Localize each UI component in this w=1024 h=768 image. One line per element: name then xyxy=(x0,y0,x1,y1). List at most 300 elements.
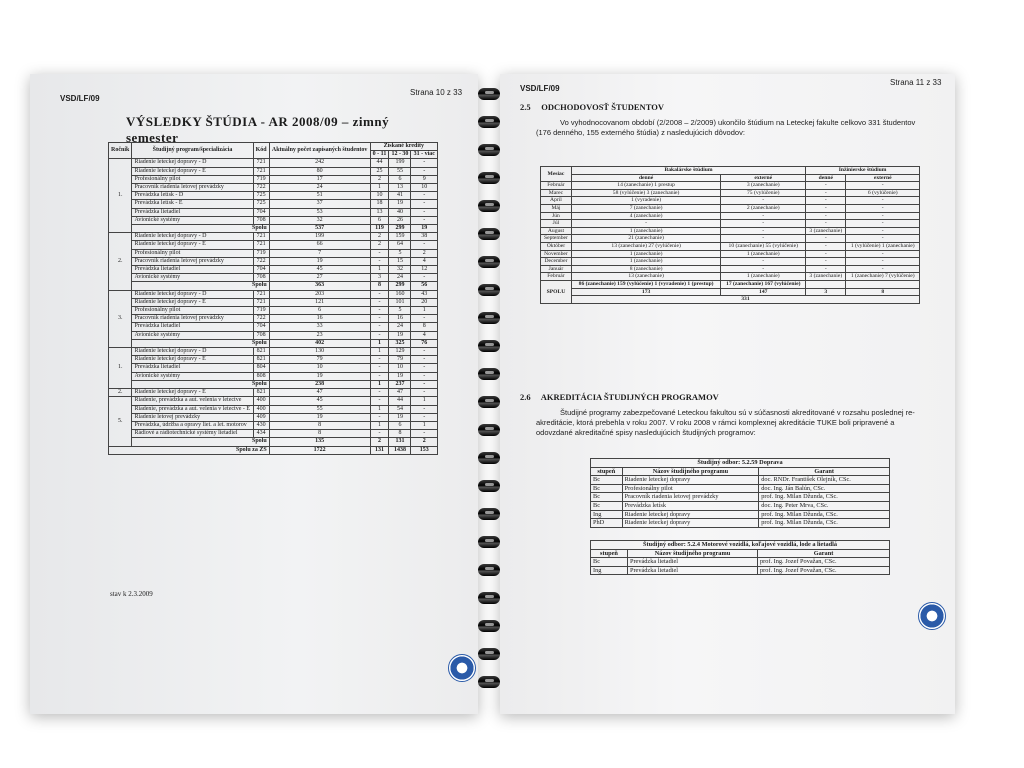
credit-cell: 79 xyxy=(389,356,411,364)
pocet-cell: 37 xyxy=(269,200,370,208)
credit-cell: - xyxy=(411,413,438,421)
table-row-sum xyxy=(109,339,438,347)
kod-cell: 708 xyxy=(253,331,269,339)
binding-ring xyxy=(478,312,500,324)
credit-cell: - xyxy=(370,397,389,405)
kod-cell: 719 xyxy=(253,175,269,183)
credit-cell: - xyxy=(411,208,438,216)
credit-cell: 153 xyxy=(411,446,438,454)
section-number: 2.6 xyxy=(520,392,531,402)
bak-externe-cell: 75 (vylúčenie) xyxy=(721,189,806,197)
program-cell: Riadenie leteckej dopravy - D xyxy=(132,233,253,241)
bak-externe-cell: - xyxy=(721,220,806,228)
credit-cell: 131 xyxy=(389,438,411,446)
binding-ring xyxy=(478,592,500,604)
pocet-cell: 238 xyxy=(269,380,370,388)
kod-cell: 725 xyxy=(253,200,269,208)
bak-externe-cell: - xyxy=(721,212,806,220)
month-cell: Júl xyxy=(541,220,572,228)
credit-cell: 6 xyxy=(389,175,411,183)
month-cell: Apríl xyxy=(541,197,572,205)
credit-cell: 1 xyxy=(370,405,389,413)
program-cell: Prevádzka, údržba a opravy liet. a let. motorov xyxy=(132,421,253,429)
month-cell: Február xyxy=(541,273,572,281)
credit-cell: 40 xyxy=(389,208,411,216)
pocet-cell: 33 xyxy=(269,323,370,331)
credit-cell: - xyxy=(411,315,438,323)
month-cell: Január xyxy=(541,265,572,273)
kod-cell: 721 xyxy=(253,159,269,167)
table-row xyxy=(109,356,438,364)
year-cell: 1. xyxy=(109,348,132,389)
binding-ring xyxy=(478,144,500,156)
credit-cell: 1 xyxy=(411,397,438,405)
binding-ring xyxy=(478,536,500,548)
kod-cell: 400 xyxy=(253,405,269,413)
table-row xyxy=(109,200,438,208)
pocet-cell: 66 xyxy=(269,241,370,249)
binding-ring xyxy=(478,648,500,660)
month-cell: September xyxy=(541,235,572,243)
university-logo-icon xyxy=(918,602,946,630)
month-cell: August xyxy=(541,227,572,235)
month-cell: Jún xyxy=(541,212,572,220)
bak-denne-cell: 1 (zanechanie) xyxy=(571,258,720,266)
ing-externe-cell: - xyxy=(846,265,920,273)
university-logo-icon xyxy=(448,654,476,682)
credit-cell: 8 xyxy=(389,430,411,438)
table-row xyxy=(109,159,438,167)
right-page xyxy=(500,74,955,714)
table-row xyxy=(541,204,920,212)
table-row-sum xyxy=(109,438,438,446)
sum-label: Spolu xyxy=(132,282,269,290)
garant-cell: doc. RNDr. František Olejník, CSc. xyxy=(759,476,890,485)
program-cell: Prevádzka lietadiel xyxy=(132,208,253,216)
table-row xyxy=(109,405,438,413)
credit-cell: 1 xyxy=(370,380,389,388)
credit-cell: 6 xyxy=(370,216,389,224)
ing-externe-cell: 6 (vylúčenie) xyxy=(846,189,920,197)
spolu-value: 3 xyxy=(806,288,846,296)
month-cell: Február xyxy=(541,182,572,190)
header-denne: denné xyxy=(806,174,846,182)
header-garant: Garant xyxy=(758,549,890,558)
program-name-cell: Prevádzka letísk xyxy=(622,501,759,510)
bak-externe-cell: - xyxy=(721,227,806,235)
credit-cell: 76 xyxy=(411,339,438,347)
garant-cell: doc. Ing. Peter Mrva, CSc. xyxy=(759,501,890,510)
bak-denne-cell: 1 (zanechanie) xyxy=(571,227,720,235)
credit-cell: 1 xyxy=(370,184,389,192)
ing-externe-cell: - xyxy=(846,212,920,220)
pocet-cell: 24 xyxy=(269,184,370,192)
ing-externe-cell: - xyxy=(846,258,920,266)
program-cell: Pracovník riadenia letovej prevádzky xyxy=(132,315,253,323)
header-kredity: Získané kredity xyxy=(370,143,437,151)
credit-cell: - xyxy=(411,348,438,356)
table-row xyxy=(109,348,438,356)
table-row xyxy=(591,501,890,510)
kod-cell: 808 xyxy=(253,372,269,380)
bak-externe-cell: - xyxy=(721,197,806,205)
kod-cell: 708 xyxy=(253,274,269,282)
credit-cell: 44 xyxy=(389,397,411,405)
credit-cell: 43 xyxy=(411,290,438,298)
page-title: VÝSLEDKY ŠTÚDIA - AR 2008/09 – zimný semester xyxy=(126,114,390,145)
table-row xyxy=(591,484,890,493)
credit-cell: 1 xyxy=(370,421,389,429)
stupen-cell: Bc xyxy=(591,493,623,502)
pocet-cell: 55 xyxy=(269,405,370,413)
table-row xyxy=(109,274,438,282)
pocet-cell: 16 xyxy=(269,315,370,323)
garant-cell: prof. Ing. Jozef Považan, CSc. xyxy=(758,558,890,567)
credit-cell: - xyxy=(411,372,438,380)
credit-cell: - xyxy=(411,405,438,413)
table-row xyxy=(109,413,438,421)
pocet-cell: 45 xyxy=(269,397,370,405)
table-row xyxy=(109,430,438,438)
kod-cell: 821 xyxy=(253,389,269,397)
accreditation-table-vozidla xyxy=(590,540,890,575)
bak-denne-cell: 4 (zanechanie) xyxy=(571,212,720,220)
pocet-cell: 7 xyxy=(269,249,370,257)
credit-cell: 5 xyxy=(389,307,411,315)
program-cell: Prevádzka lietadiel xyxy=(132,266,253,274)
header-bakalarske: Bakalárske štúdium xyxy=(571,167,805,175)
binding-ring xyxy=(478,200,500,212)
program-cell: Prevádzka lietadiel xyxy=(132,323,253,331)
table-row xyxy=(109,184,438,192)
sum-label: Spolu xyxy=(132,438,269,446)
table-row xyxy=(591,493,890,502)
pocet-cell: 51 xyxy=(269,192,370,200)
table-row xyxy=(109,397,438,405)
ing-denne-cell: - xyxy=(806,242,846,250)
ing-denne-cell: - xyxy=(806,189,846,197)
table-row xyxy=(109,421,438,429)
year-cell: 2. xyxy=(109,389,132,397)
pocet-cell: 53 xyxy=(269,208,370,216)
pocet-cell: 203 xyxy=(269,290,370,298)
table-row xyxy=(109,315,438,323)
credit-cell: 9 xyxy=(411,175,438,183)
credit-cell: 13 xyxy=(389,184,411,192)
kod-cell: 722 xyxy=(253,184,269,192)
program-cell: Riadenie leteckej dopravy - E xyxy=(132,241,253,249)
program-name-cell: Riadenie leteckej dopravy xyxy=(622,519,759,528)
section-title: ODCHODOVOSŤ ŠTUDENTOV xyxy=(541,102,664,112)
binding-ring xyxy=(478,228,500,240)
binding-ring xyxy=(478,116,500,128)
table-row xyxy=(109,167,438,175)
ing-denne-cell: - xyxy=(806,182,846,190)
month-cell: December xyxy=(541,258,572,266)
credit-cell: 159 xyxy=(389,233,411,241)
garant-cell: prof. Ing. Milan Džunda, CSc. xyxy=(759,493,890,502)
ing-denne-cell: - xyxy=(806,212,846,220)
credit-cell: - xyxy=(411,216,438,224)
pocet-cell: 19 xyxy=(269,257,370,265)
bak-denne-cell: 7 (zanechanie) xyxy=(571,204,720,212)
bak-externe-cell: 1 (zanechanie) xyxy=(721,273,806,281)
pocet-cell: 242 xyxy=(269,159,370,167)
bak-denne-cell: 13 (zanechanie) xyxy=(571,273,720,281)
pocet-cell: 8 xyxy=(269,430,370,438)
sum-label: Spolu xyxy=(132,380,269,388)
ing-denne-cell: - xyxy=(806,235,846,243)
header-mesiac: Mesiac xyxy=(541,167,572,182)
credit-cell: 1 xyxy=(411,307,438,315)
doc-code: VSD/LF/09 xyxy=(520,84,560,93)
header-nazov: Názov študijného programu xyxy=(627,549,757,558)
doc-code: VSD/LF/09 xyxy=(60,94,100,103)
credit-cell: 2 xyxy=(370,438,389,446)
spolu-value: 147 xyxy=(721,288,806,296)
credit-cell: 4 xyxy=(411,331,438,339)
program-cell: Prevádzka letísk - D xyxy=(132,192,253,200)
header-kod: Kód xyxy=(253,143,269,159)
table-row xyxy=(109,208,438,216)
kod-cell: 821 xyxy=(253,356,269,364)
credit-cell: - xyxy=(370,315,389,323)
spolu-detail: 86 (zanechanie) 159 (vylúčenie) 1 (vyradenie) 1 (prestup) xyxy=(571,280,720,288)
ing-externe-cell: 1 (zanechanie) 7 (vylúčenie) xyxy=(846,273,920,281)
year-cell: 1. xyxy=(109,159,132,233)
table-row xyxy=(591,566,890,575)
stupen-cell: Ing xyxy=(591,566,628,575)
credit-cell: - xyxy=(411,380,438,388)
bak-externe-cell: - xyxy=(721,258,806,266)
credit-cell: 13 xyxy=(370,208,389,216)
section-2-5-text: Vo vyhodnocovanom období (2/2008 – 2/2009) ukončilo štúdium na Leteckej fakulte celkovo 331 študentov (176 denného, 155 externého štúdia) z nasledujúcich dôvodov: xyxy=(536,118,916,137)
pocet-cell: 10 xyxy=(269,364,370,372)
kod-cell: 804 xyxy=(253,364,269,372)
table-row-spolu-sum xyxy=(541,288,920,296)
kod-cell: 721 xyxy=(253,241,269,249)
credit-cell: - xyxy=(370,413,389,421)
credit-cell: 64 xyxy=(389,241,411,249)
credit-cell: 8 xyxy=(370,282,389,290)
table-row xyxy=(541,265,920,273)
bak-denne-cell: 1 (zanechanie) xyxy=(571,250,720,258)
credit-cell: 119 xyxy=(370,225,389,233)
ing-denne-cell: - xyxy=(806,220,846,228)
kod-cell: 704 xyxy=(253,208,269,216)
spolu-detail: 17 (zanechanie) 167 (vylúčenie) xyxy=(721,280,806,288)
table-row xyxy=(541,273,920,281)
header-externe: externé xyxy=(721,174,806,182)
odbor-title: Študijný odbor: 5.2.4 Motorové vozidlá, koľajové vozidlá, lode a lietadlá xyxy=(591,541,890,550)
program-cell: Avionické systémy xyxy=(132,216,253,224)
program-cell: Profesionálny pilot xyxy=(132,307,253,315)
credit-cell: 160 xyxy=(389,290,411,298)
odbor-title: Študijný odbor: 5.2.59 Doprava xyxy=(591,459,890,468)
left-page xyxy=(30,74,478,714)
table-row xyxy=(541,182,920,190)
credit-cell: - xyxy=(411,364,438,372)
credit-cell: 18 xyxy=(370,200,389,208)
binding-ring xyxy=(478,676,500,688)
credit-cell: 129 xyxy=(389,348,411,356)
credit-cell: - xyxy=(370,356,389,364)
pocet-cell: 27 xyxy=(269,274,370,282)
ing-denne-cell: - xyxy=(806,204,846,212)
program-name-cell: Riadenie leteckej dopravy xyxy=(622,476,759,485)
month-cell: Október xyxy=(541,242,572,250)
garant-cell: prof. Ing. Milan Džunda, CSc. xyxy=(759,519,890,528)
bak-externe-cell: 2 (zanechanie) xyxy=(721,204,806,212)
header-denne: denné xyxy=(571,174,720,182)
program-name-cell: Pracovník riadenia letovej prevádzky xyxy=(622,493,759,502)
ing-externe-cell: - xyxy=(846,227,920,235)
credit-cell: - xyxy=(411,430,438,438)
credit-cell: 26 xyxy=(389,216,411,224)
credit-cell: 41 xyxy=(389,192,411,200)
binding-ring xyxy=(478,452,500,464)
credit-cell: - xyxy=(411,192,438,200)
year-cell: 5. xyxy=(109,397,132,446)
garant-cell: prof. Ing. Jozef Považan, CSc. xyxy=(758,566,890,575)
binding-ring xyxy=(478,340,500,352)
stupen-cell: Bc xyxy=(591,476,623,485)
kod-cell: 434 xyxy=(253,430,269,438)
header-nazov: Názov študijného programu xyxy=(622,467,759,476)
credit-cell: 299 xyxy=(389,282,411,290)
table-row xyxy=(541,212,920,220)
credit-cell: - xyxy=(411,389,438,397)
program-cell: Riadenie leteckej dopravy - E xyxy=(132,389,253,397)
credit-cell: 4 xyxy=(411,257,438,265)
kod-cell: 704 xyxy=(253,323,269,331)
pocet-cell: 47 xyxy=(269,389,370,397)
header-garant: Garant xyxy=(759,467,890,476)
table-row xyxy=(109,323,438,331)
bak-externe-cell: - xyxy=(721,235,806,243)
accreditation-table-doprava xyxy=(590,458,890,528)
bak-denne-cell: 21 (zanechanie) xyxy=(571,235,720,243)
credit-cell: - xyxy=(411,167,438,175)
pocet-cell: 19 xyxy=(269,413,370,421)
table-row xyxy=(591,558,890,567)
bak-externe-cell: 3 (zanechanie) xyxy=(721,182,806,190)
binding-ring xyxy=(478,424,500,436)
section-title: AKREDITÁCIA ŠTUDIJNÝCH PROGRAMOV xyxy=(540,392,719,402)
program-cell: Prevádzka letísk - E xyxy=(132,200,253,208)
program-cell: Avionické systémy xyxy=(132,372,253,380)
departures-table xyxy=(540,166,920,304)
ing-externe-cell: - xyxy=(846,204,920,212)
pocet-cell: 8 xyxy=(269,421,370,429)
credit-cell: 2 xyxy=(370,233,389,241)
kod-cell: 704 xyxy=(253,266,269,274)
credit-cell: 3 xyxy=(370,274,389,282)
table-row xyxy=(109,175,438,183)
section-2-5-heading xyxy=(520,102,664,112)
garant-cell: prof. Ing. Milan Džunda, CSc. xyxy=(759,510,890,519)
credit-cell: 15 xyxy=(389,257,411,265)
credit-cell: 1 xyxy=(370,266,389,274)
credit-cell: 10 xyxy=(389,364,411,372)
table-row xyxy=(541,258,920,266)
section-2-6-text: Študijné programy zabezpečované Leteckou fakultou sú v súčasnosti akreditované v rozsahu poslednej re-akreditácie, ktorá prebehla v roku 2007. V roku 2008 v rámci komplexnej akreditácie TUKE boli pripravené a odovzdané akreditačné spisy nasledujúcich študijných programov: xyxy=(536,408,915,437)
table-row xyxy=(109,192,438,200)
ing-denne-cell: 3 (zanechanie) xyxy=(806,227,846,235)
header-stupen: stupeň xyxy=(591,467,623,476)
kod-cell: 708 xyxy=(253,216,269,224)
bak-externe-cell: 10 (zanechanie) 55 (vylúčenie) xyxy=(721,242,806,250)
header-externe: externé xyxy=(846,174,920,182)
credit-cell: 16 xyxy=(389,315,411,323)
table-row xyxy=(109,257,438,265)
binding-ring xyxy=(478,368,500,380)
credit-cell: - xyxy=(370,331,389,339)
kod-cell: 721 xyxy=(253,298,269,306)
program-cell: Profesionálny pilot xyxy=(132,175,253,183)
table-row xyxy=(109,241,438,249)
credit-cell: 1438 xyxy=(389,446,411,454)
ing-externe-cell: - xyxy=(846,197,920,205)
kod-cell: 721 xyxy=(253,167,269,175)
sum-label: Spolu xyxy=(132,339,269,347)
program-cell: Pracovník riadenia letovej prevádzky xyxy=(132,257,253,265)
ing-denne-cell: 3 (zanechanie) xyxy=(806,273,846,281)
program-cell: Riadenie leteckej dopravy - E xyxy=(132,356,253,364)
credit-cell: 101 xyxy=(389,298,411,306)
year-cell: 3. xyxy=(109,290,132,347)
stupen-cell: Bc xyxy=(591,501,623,510)
table-row xyxy=(541,235,920,243)
credit-cell: - xyxy=(370,249,389,257)
credit-cell: 19 xyxy=(411,225,438,233)
credit-cell: 6 xyxy=(389,421,411,429)
kod-cell: 719 xyxy=(253,249,269,257)
table-row xyxy=(109,298,438,306)
credit-cell: - xyxy=(370,257,389,265)
kod-cell: 721 xyxy=(253,290,269,298)
pocet-cell: 130 xyxy=(269,348,370,356)
binding-ring xyxy=(478,284,500,296)
credit-cell: 12 xyxy=(411,266,438,274)
pocet-cell: 6 xyxy=(269,307,370,315)
ing-denne-cell: - xyxy=(806,197,846,205)
program-cell: Rádiové a rádiotechnické systémy lietadiel xyxy=(132,430,253,438)
program-cell: Prevádzka lietadiel xyxy=(132,364,253,372)
program-cell: Riadenie, prevádzka a aut. velenia v letectve xyxy=(132,397,253,405)
credit-cell: - xyxy=(370,389,389,397)
pocet-cell: 19 xyxy=(269,372,370,380)
stupen-cell: Bc xyxy=(591,558,628,567)
binding-ring xyxy=(478,508,500,520)
header-k1: 12 - 30 xyxy=(389,151,411,159)
spolu-value: 173 xyxy=(571,288,720,296)
table-row xyxy=(109,266,438,274)
ing-externe-cell: 1 (vylúčenie) 1 (zanechanie) xyxy=(846,242,920,250)
table-row-sum xyxy=(109,225,438,233)
kod-cell: 719 xyxy=(253,307,269,315)
pocet-cell: 79 xyxy=(269,356,370,364)
credit-cell: - xyxy=(411,159,438,167)
table-row xyxy=(541,189,920,197)
table-row-sum xyxy=(109,282,438,290)
spiral-binding xyxy=(478,88,500,708)
pocet-cell: 199 xyxy=(269,233,370,241)
table-row xyxy=(541,220,920,228)
garant-cell: doc. Ing. Ján Balún, CSc. xyxy=(759,484,890,493)
kod-cell: 409 xyxy=(253,413,269,421)
month-cell: Máj xyxy=(541,204,572,212)
